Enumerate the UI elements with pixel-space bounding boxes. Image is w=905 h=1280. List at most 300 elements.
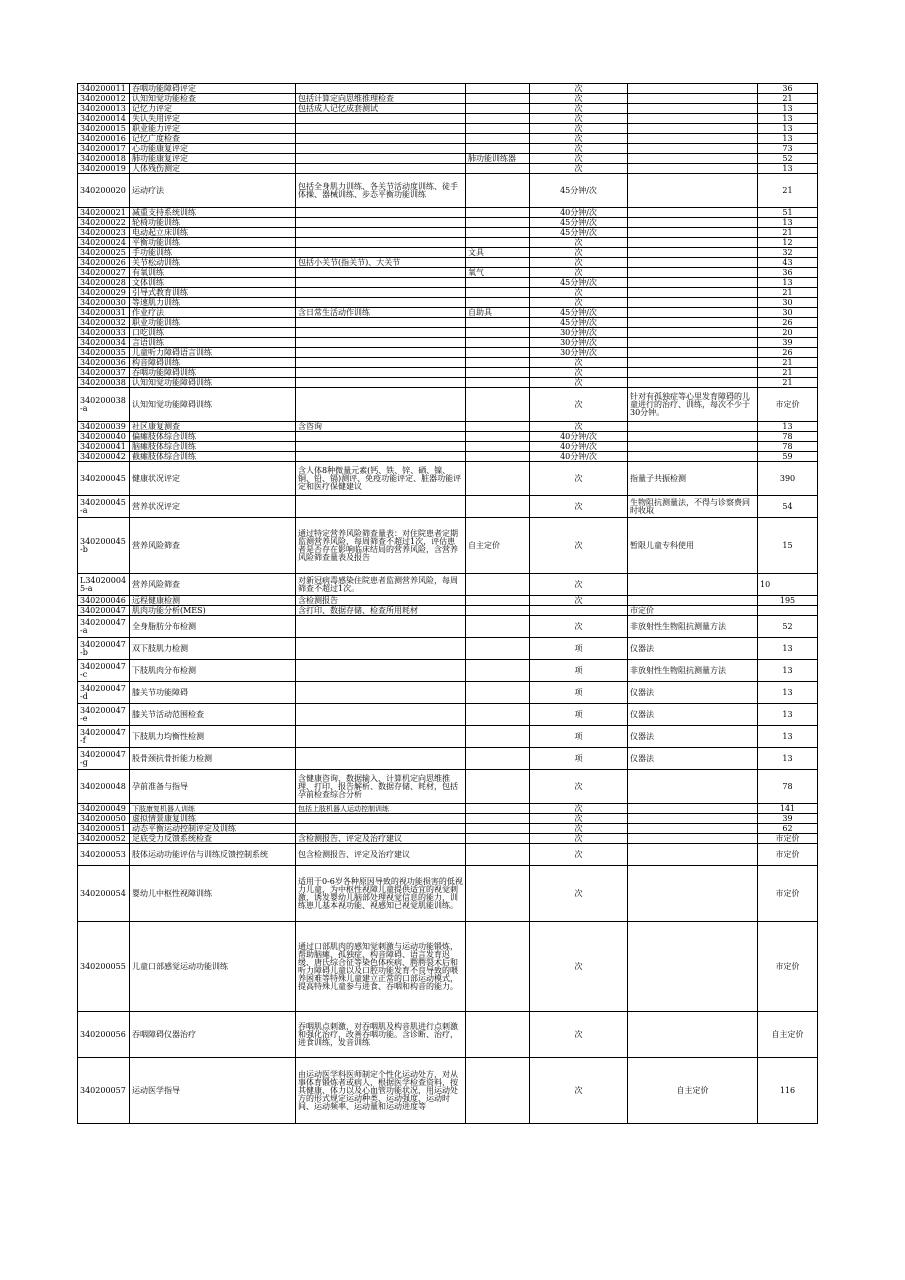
- item-note-cell: [628, 174, 758, 208]
- item-content-cell: 对新冠病毒感染住院患者监测营养风险，每周筛查不超过1次。: [296, 574, 466, 596]
- item-name-cell: 健康状况评定: [130, 462, 296, 496]
- item-material-cell: 自主定价: [466, 518, 530, 574]
- item-note-cell: 仪器法: [628, 726, 758, 748]
- item-material-cell: [466, 368, 530, 378]
- item-content-cell: [296, 748, 466, 770]
- table-row: [78, 174, 818, 208]
- item-material-cell: [466, 84, 530, 94]
- item-unit-cell: 次: [530, 164, 628, 174]
- item-note-cell: [628, 358, 758, 368]
- item-unit-cell: 次: [530, 804, 628, 814]
- item-material-cell: [466, 228, 530, 238]
- item-content-cell: [296, 114, 466, 124]
- item-unit-cell: 项: [530, 726, 628, 748]
- item-content-cell: [296, 432, 466, 442]
- item-name-cell: 吞咽障碍仪器治疗: [130, 1012, 296, 1058]
- table-row: [78, 388, 818, 422]
- item-name-cell: 远程健康检测: [130, 596, 296, 606]
- item-content-cell: 包括上肢机器人运动控制训练: [296, 804, 466, 814]
- item-code-cell: 340200035: [78, 348, 130, 358]
- item-note-cell: [628, 368, 758, 378]
- item-code-cell: 340200047-e: [78, 704, 130, 726]
- item-name-cell: 等速肌力训练: [130, 298, 296, 308]
- item-material-cell: [466, 104, 530, 114]
- item-code-cell: 340200038: [78, 378, 130, 388]
- item-name-cell: 儿童口部感觉运动功能训练: [130, 922, 296, 1012]
- item-material-cell: [466, 770, 530, 804]
- item-unit-cell: 30分钟/次: [530, 348, 628, 358]
- item-price-cell: 13: [758, 164, 818, 174]
- table-row: [78, 452, 818, 462]
- item-note-cell: [628, 596, 758, 606]
- item-material-cell: [466, 824, 530, 834]
- item-price-cell: 21: [758, 368, 818, 378]
- item-note-cell: [628, 338, 758, 348]
- item-material-cell: [466, 278, 530, 288]
- item-content-cell: [296, 144, 466, 154]
- item-code-cell: 340200047-d: [78, 682, 130, 704]
- item-price-cell: 32: [758, 248, 818, 258]
- item-unit-cell: 40分钟/次: [530, 452, 628, 462]
- table-row: [78, 278, 818, 288]
- item-code-cell: 340200025: [78, 248, 130, 258]
- item-name-cell: 认知知觉功能检查: [130, 94, 296, 104]
- item-note-cell: [628, 104, 758, 114]
- item-unit-cell: 45分钟/次: [530, 278, 628, 288]
- table-row: [78, 922, 818, 1012]
- item-name-cell: 孕前准备与指导: [130, 770, 296, 804]
- table-row: [78, 228, 818, 238]
- item-price-cell: 13: [758, 660, 818, 682]
- item-material-cell: [466, 922, 530, 1012]
- item-unit-cell: 次: [530, 596, 628, 606]
- item-content-cell: 通过口部肌肉的感知觉刺激与运动功能锻炼，帮助脑瘫、孤独症、构音障碍、语言发育迟缓、唐氏综合征等染色体疾病、腭腭裂术后和听力障碍儿童以及口腔功能发育不良导致的喂养困难等特殊儿童建立正常的口部运动模式，提高特殊儿童参与进食、吞咽和构音的能力。: [296, 922, 466, 1012]
- item-name-cell: 吞咽功能障碍训练: [130, 368, 296, 378]
- item-material-cell: [466, 442, 530, 452]
- item-unit-cell: 次: [530, 298, 628, 308]
- item-content-cell: 包括小关节(指关节)、大关节: [296, 258, 466, 268]
- item-material-cell: [466, 164, 530, 174]
- item-material-cell: [466, 318, 530, 328]
- table-row: [78, 218, 818, 228]
- item-price-cell: 30: [758, 298, 818, 308]
- item-price-cell: 市定价: [758, 834, 818, 844]
- item-code-cell: 340200057: [78, 1058, 130, 1124]
- item-price-cell: 54: [758, 496, 818, 518]
- item-price-cell: 21: [758, 94, 818, 104]
- table-row: [78, 462, 818, 496]
- item-note-cell: [628, 442, 758, 452]
- item-code-cell: 340200015: [78, 124, 130, 134]
- item-content-cell: 包括成人记忆成套测试: [296, 104, 466, 114]
- item-price-cell: 市定价: [758, 388, 818, 422]
- item-name-cell: 营养风险筛查: [130, 518, 296, 574]
- item-name-cell: 减重支持系统训练: [130, 208, 296, 218]
- item-name-cell: 膝关节功能障碍: [130, 682, 296, 704]
- item-price-cell: [758, 606, 818, 616]
- item-price-cell: 市定价: [758, 844, 818, 866]
- item-name-cell: 关节松动训练: [130, 258, 296, 268]
- item-code-cell: 340200047: [78, 606, 130, 616]
- item-note-cell: [628, 844, 758, 866]
- item-unit-cell: 项: [530, 638, 628, 660]
- item-price-cell: 市定价: [758, 922, 818, 1012]
- item-price-cell: 195: [758, 596, 818, 606]
- item-code-cell: 340200053: [78, 844, 130, 866]
- item-note-cell: [628, 258, 758, 268]
- item-code-cell: 340200032: [78, 318, 130, 328]
- item-code-cell: 340200041: [78, 442, 130, 452]
- item-material-cell: [466, 1058, 530, 1124]
- item-unit-cell: 项: [530, 704, 628, 726]
- item-price-cell: 13: [758, 638, 818, 660]
- item-code-cell: 340200039: [78, 422, 130, 432]
- table-row: [78, 606, 818, 616]
- table-row: [78, 114, 818, 124]
- table-row: [78, 804, 818, 814]
- item-name-cell: 偏瘫肢体综合训练: [130, 432, 296, 442]
- item-content-cell: [296, 218, 466, 228]
- item-unit-cell: 45分钟/次: [530, 308, 628, 318]
- item-unit-cell: 次: [530, 144, 628, 154]
- item-unit-cell: 次: [530, 814, 628, 824]
- item-code-cell: 340200013: [78, 104, 130, 114]
- item-code-cell: 340200027: [78, 268, 130, 278]
- item-name-cell: 口吃训练: [130, 328, 296, 338]
- item-content-cell: [296, 208, 466, 218]
- item-note-cell: [628, 84, 758, 94]
- item-content-cell: 含打印、数据存储、检查所用耗材: [296, 606, 466, 616]
- item-material-cell: [466, 358, 530, 368]
- table-row: [78, 318, 818, 328]
- item-price-cell: 13: [758, 124, 818, 134]
- item-code-cell: 340200048: [78, 770, 130, 804]
- item-price-cell: 59: [758, 452, 818, 462]
- item-content-cell: 含健康咨询、数据输入、计算机定向思维推理、打印、报告解析、数据存储、耗材，包括孕前检查综合分析: [296, 770, 466, 804]
- table-row: [78, 288, 818, 298]
- item-name-cell: 记忆广度检查: [130, 134, 296, 144]
- item-unit-cell: 次: [530, 824, 628, 834]
- item-material-cell: [466, 348, 530, 358]
- item-note-cell: [628, 422, 758, 432]
- item-material-cell: [466, 726, 530, 748]
- item-content-cell: [296, 288, 466, 298]
- item-price-cell: 36: [758, 268, 818, 278]
- item-unit-cell: 次: [530, 378, 628, 388]
- item-name-cell: 人体残伤测定: [130, 164, 296, 174]
- item-unit-cell: 次: [530, 288, 628, 298]
- item-name-cell: 有氧训练: [130, 268, 296, 278]
- item-name-cell: 肌肉功能分析(MES): [130, 606, 296, 616]
- item-material-cell: [466, 638, 530, 660]
- item-price-cell: 30: [758, 308, 818, 318]
- item-content-cell: [296, 328, 466, 338]
- item-material-cell: [466, 844, 530, 866]
- item-unit-cell: 项: [530, 748, 628, 770]
- item-price-cell: 21: [758, 228, 818, 238]
- item-price-cell: 39: [758, 338, 818, 348]
- item-note-cell: 仪器法: [628, 748, 758, 770]
- item-content-cell: 吞咽肌点刺激，对吞咽肌及构音肌进行点刺激和强化治疗，改善吞咽功能。含诊断、治疗，进食训练，发音训练: [296, 1012, 466, 1058]
- item-content-cell: [296, 348, 466, 358]
- item-note-cell: [628, 318, 758, 328]
- item-code-cell: 340200045-a: [78, 496, 130, 518]
- item-note-cell: [628, 298, 758, 308]
- item-note-cell: 仪器法: [628, 704, 758, 726]
- item-unit-cell: 40分钟/次: [530, 432, 628, 442]
- item-material-cell: 氧气: [466, 268, 530, 278]
- item-name-cell: 截瘫肢体综合训练: [130, 452, 296, 462]
- item-unit-cell: 次: [530, 358, 628, 368]
- item-content-cell: 含检测报告: [296, 596, 466, 606]
- item-material-cell: [466, 338, 530, 348]
- item-name-cell: 营养状况评定: [130, 496, 296, 518]
- table-row: [78, 134, 818, 144]
- item-name-cell: 平衡功能训练: [130, 238, 296, 248]
- item-code-cell: 340200047-f: [78, 726, 130, 748]
- item-note-cell: 暂限儿童专科使用: [628, 518, 758, 574]
- item-note-cell: [628, 1012, 758, 1058]
- item-code-cell: 340200037: [78, 368, 130, 378]
- table-row: [78, 164, 818, 174]
- table-row: [78, 338, 818, 348]
- table-row: [78, 814, 818, 824]
- item-content-cell: 通过特定营养风险筛查量表：对住院患者定期监测营养风险，每周筛查不超过1次，评估患者是否存在影响临床结局的营养风险，含营养风险筛查量表及报告: [296, 518, 466, 574]
- item-note-cell: [628, 378, 758, 388]
- item-price-cell: 141: [758, 804, 818, 814]
- item-note-cell: 生物阻抗测量法，不得与诊察费同时收取: [628, 496, 758, 518]
- item-unit-cell: 次: [530, 770, 628, 804]
- item-note-cell: [628, 328, 758, 338]
- item-price-cell: 13: [758, 422, 818, 432]
- item-unit-cell: 次: [530, 258, 628, 268]
- table-row: [78, 368, 818, 378]
- item-name-cell: 虚拟情景康复训练: [130, 814, 296, 824]
- item-code-cell: 340200047-c: [78, 660, 130, 682]
- item-name-cell: 婴幼儿中枢性视障训练: [130, 866, 296, 922]
- table-row: [78, 258, 818, 268]
- item-material-cell: [466, 834, 530, 844]
- item-name-cell: 动态平衡运动控制评定及训练: [130, 824, 296, 834]
- item-name-cell: 心功能康复评定: [130, 144, 296, 154]
- item-content-cell: [296, 238, 466, 248]
- item-material-cell: [466, 258, 530, 268]
- item-note-cell: [628, 248, 758, 258]
- item-content-cell: 由运动医学科医师制定个性化运动处方，对从事体育锻炼者或病人，根据医学检查资料，按其健康、体力以及心血管功能状况，用运动处方的形式规定运动种类、运动强度、运动时间、运动频率、运动量和运动进度等: [296, 1058, 466, 1124]
- item-price-cell: 13: [758, 278, 818, 288]
- item-note-cell: 针对有孤独症等心里发育障碍的儿童进行的治疗、训练，每次不少于30分钟。: [628, 388, 758, 422]
- item-code-cell: 340200019: [78, 164, 130, 174]
- item-content-cell: [296, 814, 466, 824]
- item-name-cell: 作业疗法: [130, 308, 296, 318]
- item-content-cell: [296, 134, 466, 144]
- item-code-cell: 340200054: [78, 866, 130, 922]
- item-unit-cell: 次: [530, 1012, 628, 1058]
- item-content-cell: 含咨询: [296, 422, 466, 432]
- item-note-cell: [628, 228, 758, 238]
- fee-schedule-table: [77, 83, 818, 1124]
- item-unit-cell: 次: [530, 922, 628, 1012]
- table-row: [78, 824, 818, 834]
- item-code-cell: 340200047-g: [78, 748, 130, 770]
- item-price-cell: 13: [758, 134, 818, 144]
- table-row: [78, 124, 818, 134]
- item-name-cell: 股骨颈抗骨折能力检测: [130, 748, 296, 770]
- item-name-cell: 膝关节活动范围检查: [130, 704, 296, 726]
- item-code-cell: 340200011: [78, 84, 130, 94]
- item-price-cell: 36: [758, 84, 818, 94]
- table-row: [78, 422, 818, 432]
- item-unit-cell: 次: [530, 248, 628, 258]
- item-content-cell: 包括全身肌力训练、各关节活动度训练、徒手体操、器械训练、步态平衡功能训练: [296, 174, 466, 208]
- item-material-cell: [466, 174, 530, 208]
- item-code-cell: 340200030: [78, 298, 130, 308]
- item-unit-cell: 次: [530, 238, 628, 248]
- table-row: [78, 268, 818, 278]
- item-name-cell: 肺功能康复评定: [130, 154, 296, 164]
- item-code-cell: 340200052: [78, 834, 130, 844]
- table-row: [78, 638, 818, 660]
- item-content-cell: [296, 726, 466, 748]
- item-note-cell: [628, 154, 758, 164]
- item-code-cell: 340200036: [78, 358, 130, 368]
- item-name-cell: 言语训练: [130, 338, 296, 348]
- item-code-cell: 340200042: [78, 452, 130, 462]
- table-row: [78, 770, 818, 804]
- item-note-cell: [628, 770, 758, 804]
- item-code-cell: 340200047-b: [78, 638, 130, 660]
- item-code-cell: 340200014: [78, 114, 130, 124]
- item-name-cell: 肢体运动功能评估与训练反馈控制系统: [130, 844, 296, 866]
- item-price-cell: 78: [758, 442, 818, 452]
- item-material-cell: [466, 208, 530, 218]
- item-price-cell: 13: [758, 104, 818, 114]
- item-code-cell: 340200018: [78, 154, 130, 164]
- item-content-cell: [296, 154, 466, 164]
- item-code-cell: 340200016: [78, 134, 130, 144]
- item-price-cell: 13: [758, 726, 818, 748]
- item-price-cell: 78: [758, 770, 818, 804]
- item-material-cell: [466, 144, 530, 154]
- item-content-cell: 包含检测报告、评定及治疗建议: [296, 844, 466, 866]
- item-price-cell: 73: [758, 144, 818, 154]
- item-unit-cell: 45分钟/次: [530, 318, 628, 328]
- item-unit-cell: 次: [530, 616, 628, 638]
- item-content-cell: [296, 388, 466, 422]
- item-material-cell: [466, 804, 530, 814]
- table-row: [78, 596, 818, 606]
- item-unit-cell: 次: [530, 496, 628, 518]
- item-note-cell: [628, 134, 758, 144]
- item-price-cell: 26: [758, 348, 818, 358]
- table-row: [78, 518, 818, 574]
- item-unit-cell: 次: [530, 134, 628, 144]
- item-content-cell: 适用于0-6岁各种原因导致的视功能损害的低视力儿童，为中枢性视障儿童提供适宜的视觉刺激，诱发婴幼儿脑部处理视觉信息的能力，训练患儿基本视功能、视感知已视觉肌能训练。: [296, 866, 466, 922]
- item-price-cell: 78: [758, 432, 818, 442]
- item-material-cell: [466, 134, 530, 144]
- item-note-cell: [628, 922, 758, 1012]
- table-row: [78, 144, 818, 154]
- item-material-cell: [466, 238, 530, 248]
- item-name-cell: 手功能训练: [130, 248, 296, 258]
- item-content-cell: [296, 368, 466, 378]
- item-content-cell: [296, 638, 466, 660]
- item-name-cell: 职业能力评定: [130, 124, 296, 134]
- item-code-cell: 340200056: [78, 1012, 130, 1058]
- item-price-cell: 116: [758, 1058, 818, 1124]
- item-material-cell: [466, 94, 530, 104]
- item-note-cell: 非放射性生物阻抗测量方法: [628, 660, 758, 682]
- item-content-cell: [296, 660, 466, 682]
- item-unit-cell: 30分钟/次: [530, 328, 628, 338]
- item-content-cell: 含检测报告、评定及治疗建议: [296, 834, 466, 844]
- item-content-cell: [296, 442, 466, 452]
- table-row: [78, 84, 818, 94]
- item-name-cell: 轮椅功能训练: [130, 218, 296, 228]
- item-material-cell: [466, 596, 530, 606]
- table-row: [78, 378, 818, 388]
- item-content-cell: [296, 84, 466, 94]
- item-unit-cell: 次: [530, 462, 628, 496]
- item-unit-cell: 次: [530, 268, 628, 278]
- item-material-cell: [466, 422, 530, 432]
- item-material-cell: [466, 288, 530, 298]
- item-name-cell: 运动医学指导: [130, 1058, 296, 1124]
- item-material-cell: [466, 866, 530, 922]
- table-row: [78, 248, 818, 258]
- item-code-cell: 340200028: [78, 278, 130, 288]
- item-price-cell: 21: [758, 358, 818, 368]
- item-unit-cell: 45分钟/次: [530, 174, 628, 208]
- item-material-cell: [466, 496, 530, 518]
- item-unit-cell: 次: [530, 422, 628, 432]
- item-price-cell: 13: [758, 218, 818, 228]
- item-content-cell: [296, 318, 466, 328]
- item-unit-cell: 次: [530, 834, 628, 844]
- item-material-cell: [466, 462, 530, 496]
- item-price-cell: 21: [758, 378, 818, 388]
- table-body: [78, 84, 818, 1124]
- item-name-cell: 构音障碍训练: [130, 358, 296, 368]
- item-name-cell: 认知知觉功能障碍训练: [130, 388, 296, 422]
- item-note-cell: 非放射性生物阻抗测量方法: [628, 616, 758, 638]
- item-name-cell: 营养风险筛查: [130, 574, 296, 596]
- item-content-cell: [296, 278, 466, 288]
- item-code-cell: 340200045-b: [78, 518, 130, 574]
- table-row: [78, 328, 818, 338]
- item-price-cell: 390: [758, 462, 818, 496]
- item-note-cell: 仪器法: [628, 638, 758, 660]
- item-note-cell: 自主定价: [628, 1058, 758, 1124]
- item-name-cell: 儿童听力障碍语言训练: [130, 348, 296, 358]
- item-name-cell: 职业功能训练: [130, 318, 296, 328]
- item-unit-cell: 次: [530, 518, 628, 574]
- item-code-cell: 340200022: [78, 218, 130, 228]
- item-note-cell: [628, 804, 758, 814]
- item-code-cell: 340200038-a: [78, 388, 130, 422]
- item-content-cell: [296, 228, 466, 238]
- item-unit-cell: 次: [530, 104, 628, 114]
- item-note-cell: [628, 432, 758, 442]
- item-price-cell: 20: [758, 328, 818, 338]
- item-unit-cell: 次: [530, 84, 628, 94]
- table-row: [78, 432, 818, 442]
- item-code-cell: 340200046: [78, 596, 130, 606]
- item-unit-cell: [530, 606, 628, 616]
- item-unit-cell: 次: [530, 124, 628, 134]
- item-material-cell: 文具: [466, 248, 530, 258]
- item-material-cell: [466, 452, 530, 462]
